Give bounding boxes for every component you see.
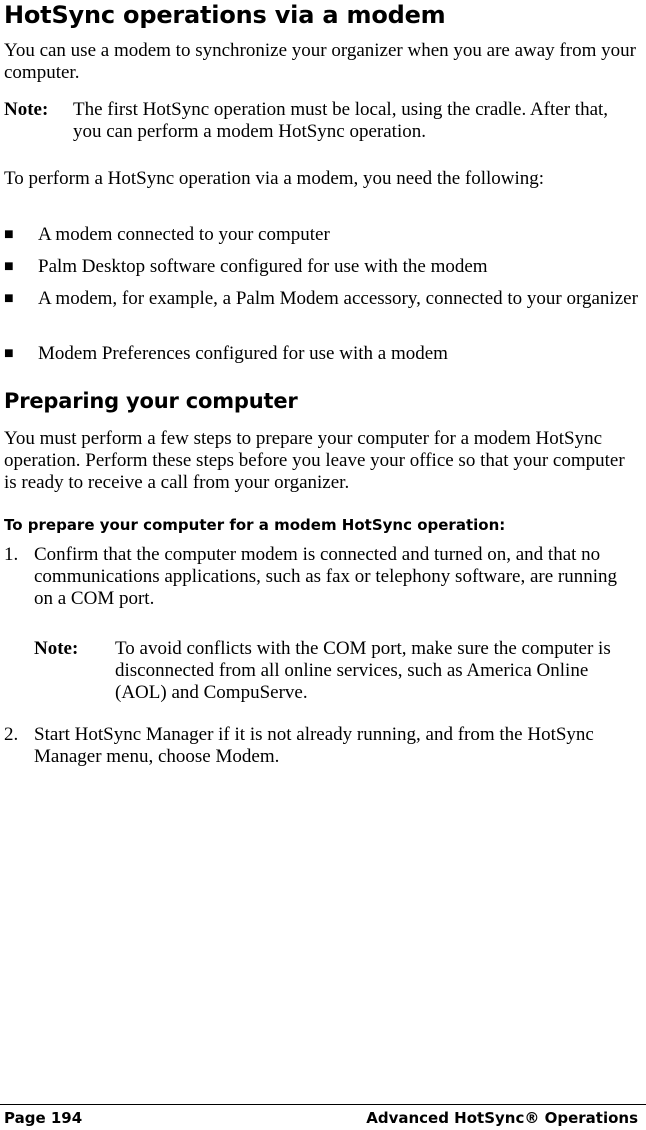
bullet-marker: ■ <box>4 258 14 275</box>
step-number: 1. <box>4 544 19 565</box>
step-text: Confirm that the computer modem is connected and turned on, and that no communications applications, such as fax or telephony software, are running on a COM port. <box>34 544 618 609</box>
prep-paragraph: You must perform a few steps to prepare your computer for a modem HotSync operation. Perform these steps before you leave your office so that your computer is ready to receive a call from your organizer. <box>4 428 625 493</box>
footer-section-title: Advanced HotSync® Operations <box>366 1109 638 1127</box>
note-label: Note: <box>4 99 49 120</box>
bullet-marker: ■ <box>4 345 14 362</box>
procedure-title: To prepare your computer for a modem HotSync operation: <box>4 516 506 534</box>
section-heading: Preparing your computer <box>4 389 298 413</box>
bullet-marker: ■ <box>4 290 14 307</box>
footer-divider <box>0 1104 646 1105</box>
intro-paragraph: You can use a modem to synchronize your organizer when you are away from your computer. <box>4 40 636 83</box>
note-text: The first HotSync operation must be local, using the cradle. After that, you can perform a modem HotSync operation. <box>73 99 609 142</box>
bullet-marker: ■ <box>4 226 14 243</box>
step-text: Start HotSync Manager if it is not already running, and from the HotSync Manager menu, choose Modem. <box>34 724 594 767</box>
list-item-text: Modem Preferences configured for use with a modem <box>38 343 448 364</box>
list-item-text: A modem, for example, a Palm Modem accessory, connected to your organizer <box>38 288 638 309</box>
note-first-hotsync <box>4 99 640 145</box>
requirements-intro: To perform a HotSync operation via a modem, you need the following: <box>4 168 545 189</box>
page-title: HotSync operations via a modem <box>4 1 446 29</box>
note-text: To avoid conflicts with the COM port, make sure the computer is disconnected from all online services, such as America Online (AOL) and CompuServe. <box>115 638 611 703</box>
list-item-text: Palm Desktop software configured for use with the modem <box>38 256 488 277</box>
footer-page-number: Page 194 <box>4 1109 83 1127</box>
step-number: 2. <box>4 724 19 745</box>
note-label: Note: <box>34 638 79 659</box>
note-com-port <box>34 638 640 708</box>
list-item-text: A modem connected to your computer <box>38 224 330 245</box>
